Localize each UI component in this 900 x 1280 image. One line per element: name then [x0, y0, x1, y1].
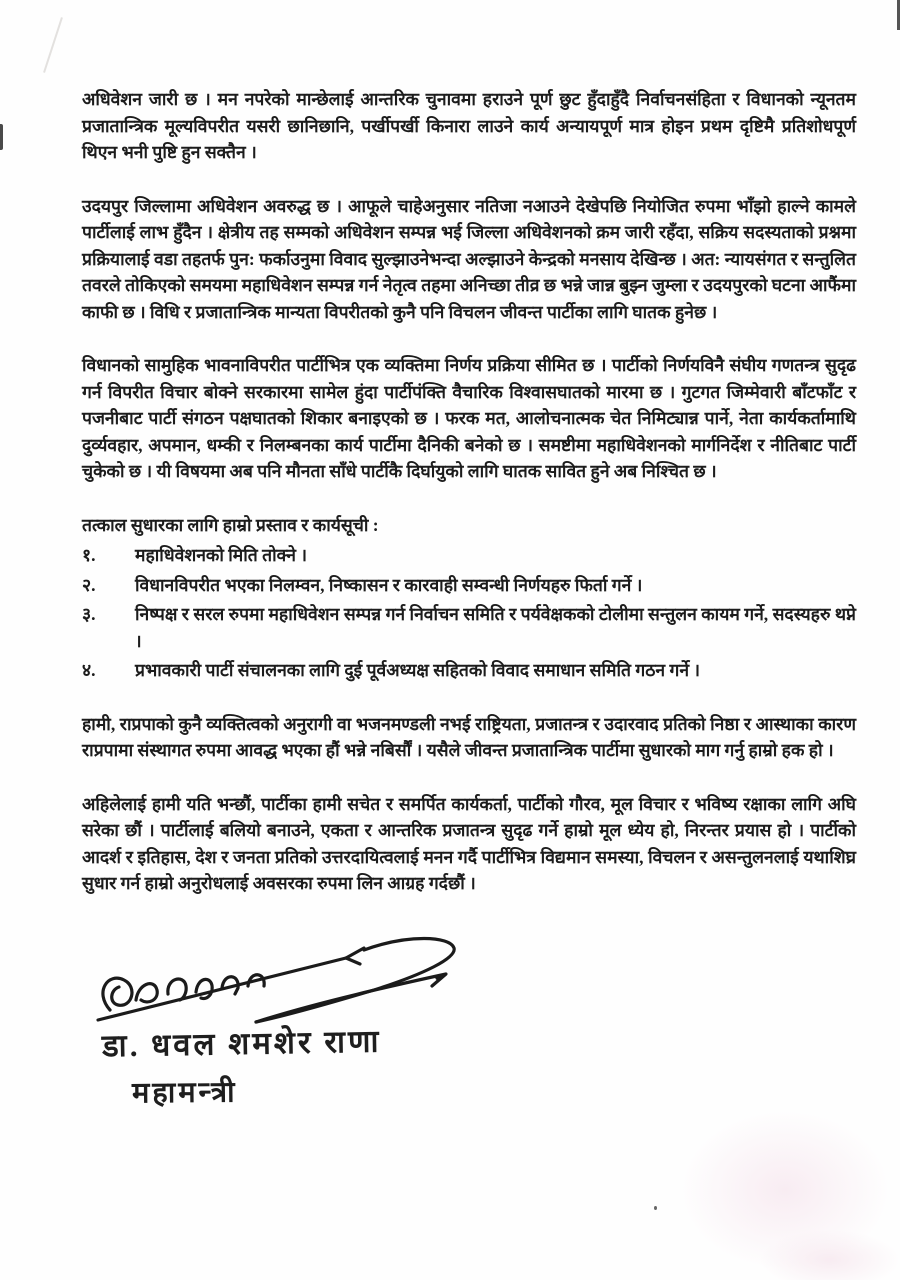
scan-tint-artifact-2 [760, 1230, 900, 1280]
item-number: ३. [82, 604, 96, 624]
signatory-title: महामन्त्री [131, 1076, 238, 1109]
proposal-item-3 [82, 601, 856, 654]
proposal-heading: तत्काल सुधारका लागि हाम्रो प्रस्ताव र कार्यसूची : [82, 514, 379, 535]
item-text: प्रभावकारी पार्टी संचालनका लागि दुई पूर्वअध्यक्ष सहितको विवाद समाधान समिति गठन गर्ने । [135, 660, 701, 680]
paragraph-2: उदयपुर जिल्लामा अधिवेशन अवरुद्ध छ । आफूले चाहेअनुसार नतिजा नआउने देखेपछि नियोजित रुपमा भाँझो हाल्ने कामले पार्टीलाई लाभ हुँदैन । क्षेत्रीय तह सम्मको अधिवेशन सम्पन्न भई जिल्ला अधिवेशनको क्रम जारी रहँदा, सक्रिय सदस्यताको प्रश्नमा प्रक्रियालाई वडा तहतर्फ पुन: फर्काउनुमा विवाद सुल्झाउनेभन्दा अल्झाउने केन्द्रको मनसाय देखिन्छ । अत: न्यायसंगत र सन्तुलित तवरले तोकिएको समयमा महाधिवेशन सम्पन्न गर्न नेतृत्व तहमा अनिच्छा तीव्र छ भन्ने जान्न बुझ्न जुम्ला र उदयपुरको घटना आफैंमा काफी छ । विधि र प्रजातान्त्रिक मान्यता विपरीतको कुनै पनि विचलन जीवन्त पार्टीका लागि घातक हुनेछ । [82, 195, 856, 322]
paragraph-1: अधिवेशन जारी छ । मन नपरेको मान्छेलाई आन्तरिक चुनावमा हराउने पूर्ण छुट हुँदाहुँदै निर्वाचनसंहिता र विधानको न्यूनतम प्रजातान्त्रिक मूल्यविपरीत यसरी छानिछानि, पर्खीपर्खी किनारा लाउने कार्य अन्यायपूर्ण मात्र होइन प्रथम दृष्टिमै प्रतिशोधपूर्ण थिएन भनी पुष्टि हुन सक्तैन । [82, 89, 856, 162]
signature-scribble [88, 928, 468, 1033]
scan-tint-artifact [680, 1110, 890, 1270]
scan-speck-artifact [654, 1206, 657, 1210]
scan-crease-artifact [43, 17, 63, 73]
signature-block [82, 924, 856, 1134]
signatory-name: डा. धवल शमशेर राणा [101, 1023, 382, 1063]
item-text: महाधिवेशनको मिति तोक्ने । [135, 545, 307, 565]
paragraph-3: विधानको सामुहिक भावनाविपरीत पार्टीभित्र एक व्यक्तिमा निर्णय प्रक्रिया सीमित छ । पार्टीको निर्णयविनै संघीय गणतन्त्र सुदृढ गर्न विपरीत विचार बोक्ने सरकारमा सामेल हुंदा पार्टीपंक्ति वैचारिक विश्वासघातको मारमा छ । गुटगत जिम्मेवारी बाँटफाँट र पजनीबाट पार्टी संगठन पक्षघातको शिकार बनाइएको छ । फरक मत, आलोचनात्मक चेत निमिट्यान्न पार्ने, नेता कार्यकर्तामाथि दुर्व्यवहार, अपमान, धम्की र निलम्बनका कार्य पार्टीमा दैनिकी बनेको छ । समष्टीमा महाधिवेशनको मार्गनिर्देश र नीतिबाट पार्टी चुकेको छ । यी विषयमा अब पनि मौनता साँधे पार्टीकै दिर्घायुको लागि घातक सावित हुने अब निश्चित छ । [82, 355, 856, 481]
item-number: १. [82, 545, 96, 565]
item-number: ४. [82, 660, 96, 680]
paragraph-5: अहिलेलाई हामी यति भन्छौं, पार्टीका हामी सचेत र समर्पित कार्यकर्ता, पार्टीको गौरव, मूल विचार र भविष्य रक्षाका लागि अघि सरेका छौं । पार्टीलाई बलियो बनाउने, एकता र आन्तरिक प्रजातन्त्र सुदृढ गर्ने हाम्रो मूल ध्येय हो, निरन्तर प्रयास हो । पार्टीको आदर्श र इतिहास, देश र जनता प्रतिको उत्तरदायित्वलाई मनन गर्दै पार्टीभित्र विद्यमान समस्या, विचलन र असन्तुलनलाई यथाशिघ्र सुधार गर्न हाम्रो अनुरोधलाई अवसरका रुपमा लिन आग्रह गर्दछौं । [82, 793, 856, 893]
proposal-list [82, 542, 856, 684]
item-text: निष्पक्ष र सरल रुपमा महाधिवेशन सम्पन्न गर्न निर्वाचन समिति र पर्यवेक्षकको टोलीमा सन्तुलन कायम गर्ने, सदस्यहरु थप्ने । [135, 604, 856, 651]
proposal-item-1 [82, 542, 856, 569]
proposal-item-2 [82, 572, 856, 599]
item-number: २. [82, 574, 96, 595]
signature-ink-dot: . [434, 953, 442, 987]
proposal-item-4 [82, 657, 856, 684]
paragraph-4: हामी, राप्रपाको कुनै व्यक्तित्वको अनुरागी वा भजनमण्डली नभई राष्ट्रियता, प्रजातन्त्र र उदारवाद प्रतिको निष्ठा र आस्थाका कारण राप्रपामा संस्थागत रुपमा आवद्ध भएका हौं भन्ने नबिर्सौं । यसैले जीवन्त प्रजातान्त्रिक पार्टीमा सुधारको माग गर्नु हाम्रो हक हो । [82, 713, 856, 760]
letter-body [82, 86, 856, 1134]
scan-edge-mark-artifact [0, 124, 3, 150]
item-text: विधानविपरीत भएका निलम्वन, निष्कासन र कारवाही सम्वन्धी निर्णयहरु फिर्ता गर्ने । [135, 574, 643, 595]
